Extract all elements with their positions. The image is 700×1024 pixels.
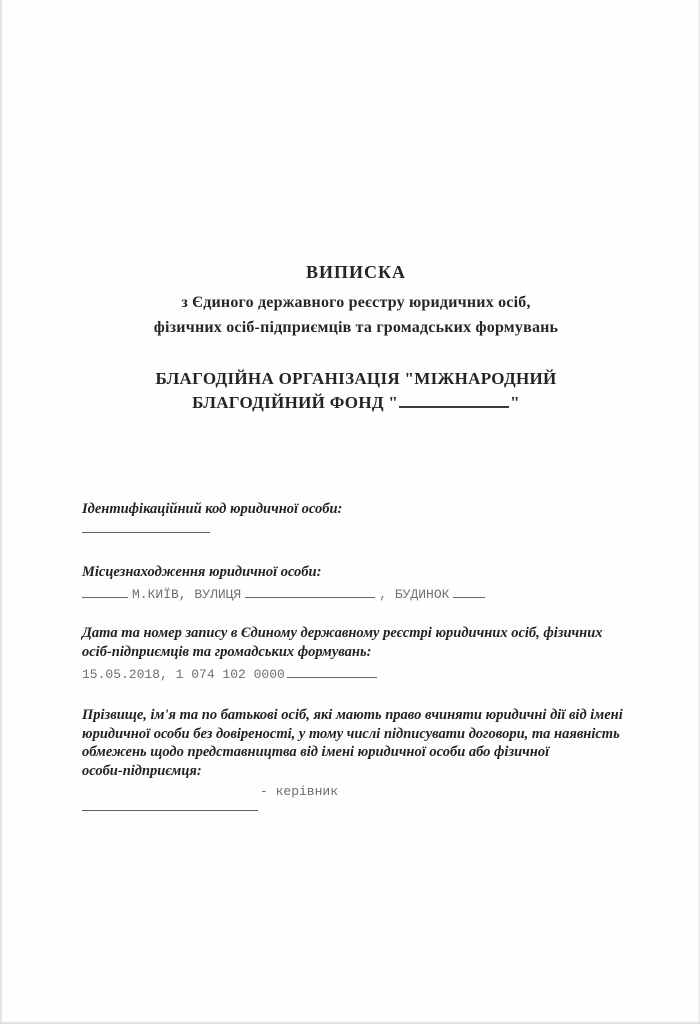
- organization-name-line1: БЛАГОДІЙНА ОРГАНІЗАЦІЯ "МІЖНАРОДНИЙ: [155, 369, 557, 388]
- registry-subtitle-line1: з Єдиного державного реєстру юридичних осіб,: [181, 294, 531, 311]
- authorized-label-line1: Прізвище, ім'я та по батькові осіб, які мають право вчиняти юридичні дії від імені: [82, 707, 623, 723]
- registry-subtitle-line2: фізичних осіб-підприємців та громадських формувань: [153, 319, 559, 336]
- authorized-role: - керівник: [260, 784, 339, 799]
- authorized-label-line2: юридичної особи без довіреності, у тому числі підписувати договори, та наявність: [82, 725, 620, 742]
- document-content: [82, 0, 630, 811]
- record-label-line2: осіб-підприємців та громадських формувань:: [82, 643, 372, 660]
- authorized-role-value: [82, 782, 630, 801]
- blank-line: [245, 586, 375, 598]
- blank-line: [82, 810, 258, 811]
- location-value: [82, 585, 630, 604]
- record-date-number: 15.05.2018, 1 074 102 0000: [82, 667, 285, 682]
- organization-name: [82, 367, 630, 415]
- section-authorized-persons: [82, 706, 630, 811]
- authorized-label-line4: особи-підприємця:: [82, 762, 202, 779]
- blank-line: [82, 532, 210, 533]
- scan-edge-left: [0, 0, 3, 1024]
- authorized-label-line3: обмежень щодо представництва від імені юридичної особи або фізичної: [82, 744, 550, 760]
- title-block: [82, 262, 630, 340]
- record-value: [82, 665, 630, 684]
- blank-line: [287, 666, 377, 678]
- location-building: , БУДИНОК: [379, 587, 450, 602]
- record-label-line1: Дата та номер запису в Єдиному державному реєстрі юридичних осіб, фізичних: [82, 625, 603, 641]
- section-location: [82, 563, 630, 605]
- organization-name-line2-prefix: БЛАГОДІЙНИЙ ФОНД ": [192, 393, 399, 412]
- section-record-entry: [82, 624, 630, 684]
- blank-line: [453, 586, 485, 598]
- blank-line: [82, 586, 128, 598]
- organization-name-line2: [82, 391, 630, 415]
- section-identification-code: [82, 500, 630, 533]
- organization-name-line2-suffix: ": [510, 393, 520, 412]
- blank-line: [399, 393, 509, 408]
- identification-code-label: Ідентифікаційний код юридичної особи:: [82, 501, 343, 517]
- location-city-street: М.КИЇВ, ВУЛИЦЯ: [132, 587, 242, 602]
- document-title: ВИПИСКА: [305, 262, 407, 282]
- location-label: Місцезнаходження юридичної особи:: [82, 563, 322, 580]
